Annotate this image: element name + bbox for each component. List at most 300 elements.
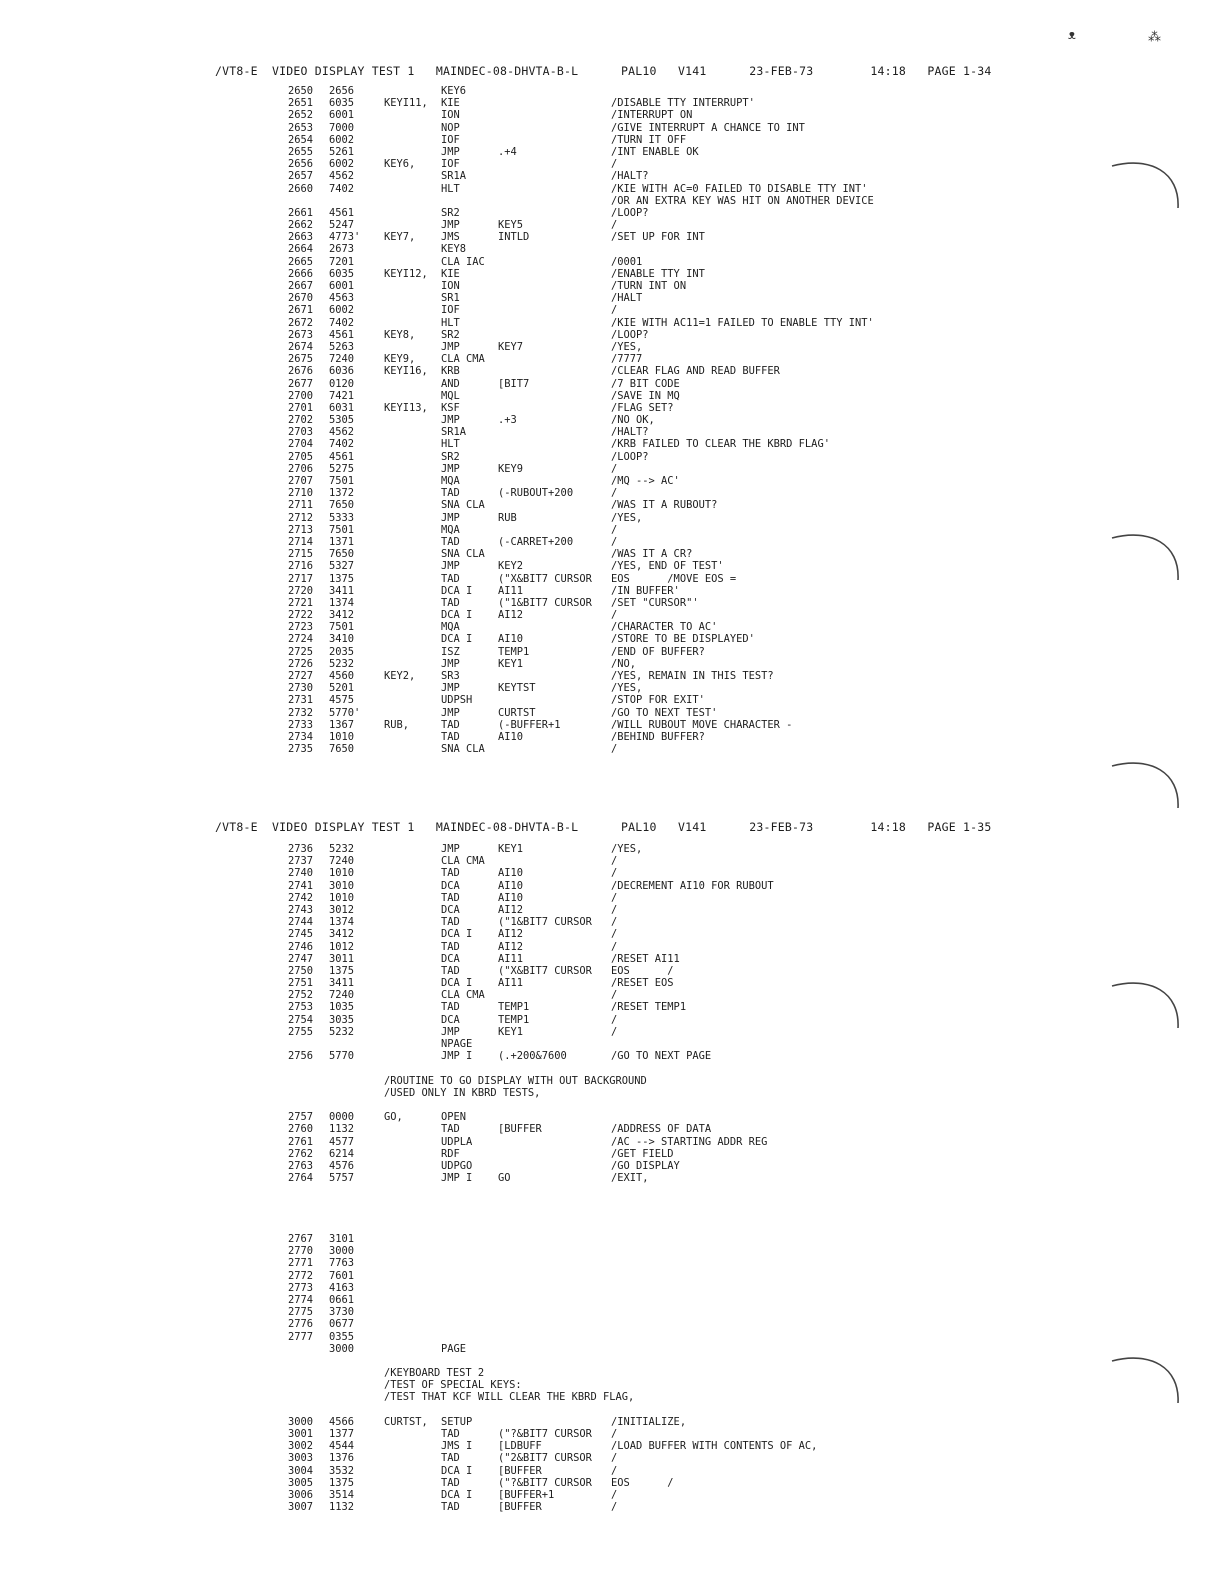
comment-block-line: /ROUTINE TO GO DISPLAY WITH OUT BACKGROUND: [384, 1074, 647, 1087]
opcode: KIE: [441, 267, 460, 280]
opcode: TAD: [441, 1123, 460, 1136]
opcode: KEY6: [441, 85, 467, 97]
octal-code: 6001: [329, 280, 355, 292]
opcode: SR1: [441, 292, 460, 305]
listing-line: [0, 1367, 1224, 1379]
comment: /BEHIND BUFFER?: [611, 730, 705, 743]
address: 2735: [288, 743, 314, 756]
listing-line: [0, 1209, 1224, 1221]
octal-code: 7501: [329, 621, 355, 634]
operand: RUB: [498, 511, 517, 524]
octal-code: 3011: [329, 952, 355, 965]
listing-line: [0, 1087, 1224, 1099]
comment: /KIE WITH AC11=1 FAILED TO ENABLE TTY INT': [611, 316, 874, 329]
octal-code: 1010: [329, 730, 355, 743]
listing-line: [0, 451, 1224, 463]
operand: KEYTST: [498, 682, 536, 695]
comment: /: [611, 1501, 618, 1514]
opcode: JMP: [441, 706, 460, 719]
octal-code: 3514: [329, 1488, 355, 1501]
comment: /INT ENABLE OK: [611, 145, 699, 158]
opcode: SR2: [441, 450, 460, 463]
address: 2737: [288, 855, 314, 868]
opcode: JMP: [441, 511, 460, 524]
octal-code: 7601: [329, 1269, 355, 1282]
comment-block-line: /USED ONLY IN KBRD TESTS,: [384, 1086, 541, 1099]
listing-line: [0, 977, 1224, 989]
address: 2723: [288, 621, 314, 634]
listing-line: [0, 1196, 1224, 1208]
listing-line: [0, 243, 1224, 255]
opcode: SR2: [441, 206, 460, 219]
opcode: JMP: [441, 145, 460, 158]
octal-code: 1367: [329, 718, 355, 731]
opcode: MQA: [441, 523, 460, 536]
address: 2727: [288, 670, 314, 682]
listing-line: [0, 694, 1224, 706]
octal-code: 7763: [329, 1257, 355, 1270]
listing-line: [0, 122, 1224, 134]
address: 2652: [288, 109, 314, 122]
opcode: SR1A: [441, 426, 467, 439]
address: 2732: [288, 706, 314, 719]
opcode: SETUP: [441, 1415, 473, 1428]
listing-line: [0, 1136, 1224, 1148]
address: 2736: [288, 843, 314, 855]
operand: ("?&BIT7 CURSOR: [498, 1476, 592, 1489]
opcode: DCA I: [441, 1488, 473, 1501]
comment: /ENABLE TTY INT: [611, 267, 705, 280]
listing-line: [0, 880, 1224, 892]
octal-code: 3412: [329, 928, 355, 941]
address: 2675: [288, 353, 314, 366]
listing-line: [0, 916, 1224, 928]
octal-code: 1372: [329, 487, 355, 500]
label: KEY7,: [384, 231, 416, 244]
address: 2706: [288, 462, 314, 475]
comment-block-line: /KEYBOARD TEST 2: [384, 1367, 485, 1380]
listing-line: [0, 1148, 1224, 1160]
address: 3002: [288, 1440, 314, 1453]
comment: EOS /: [611, 964, 674, 977]
listing-line: [0, 1404, 1224, 1416]
listing-line: [0, 743, 1224, 755]
operand: AI10: [498, 633, 524, 646]
listing-line: [0, 1331, 1224, 1343]
listing-line: [0, 548, 1224, 560]
listing-line: [0, 524, 1224, 536]
octal-code: 5305: [329, 414, 355, 427]
listing-line: [0, 731, 1224, 743]
opcode: TAD: [441, 1428, 460, 1440]
octal-code: 6002: [329, 158, 355, 171]
octal-code: 1012: [329, 940, 355, 953]
listing-line: [0, 85, 1224, 97]
address: 2767: [288, 1233, 314, 1245]
operand: [BUFFER+1: [498, 1488, 555, 1501]
operand: AI12: [498, 609, 524, 622]
octal-code: 5770: [329, 1050, 355, 1063]
operand: [LDBUFF: [498, 1440, 542, 1453]
octal-code: 3101: [329, 1233, 355, 1245]
listing-line: [0, 585, 1224, 597]
octal-code: 6031: [329, 401, 355, 414]
label: GO,: [384, 1111, 403, 1124]
address: 2672: [288, 316, 314, 329]
opcode: TAD: [441, 1476, 460, 1489]
octal-code: 7240: [329, 855, 355, 868]
opcode: JMP: [441, 843, 460, 855]
octal-code: 6214: [329, 1147, 355, 1160]
opcode: PAGE: [441, 1342, 467, 1355]
listing-line: [0, 597, 1224, 609]
address: 2707: [288, 475, 314, 487]
comment: /CHARACTER TO AC': [611, 621, 718, 634]
address: 2733: [288, 718, 314, 731]
operand: ("1&BIT7 CURSOR: [498, 596, 592, 609]
comment: /LOOP?: [611, 450, 649, 463]
opcode: TAD: [441, 867, 460, 880]
octal-code: 4561: [329, 450, 355, 463]
comment: /RESET EOS: [611, 977, 674, 990]
operand: (-BUFFER+1: [498, 718, 561, 731]
listing-line: [0, 292, 1224, 304]
listing-line: [0, 928, 1224, 940]
opcode: KEY8: [441, 243, 467, 256]
address: 2665: [288, 255, 314, 268]
operand: [BUFFER: [498, 1464, 542, 1477]
operand: AI11: [498, 977, 524, 990]
opcode: OPEN: [441, 1111, 467, 1124]
listing-line: [0, 1465, 1224, 1477]
comment: /HALT: [611, 292, 643, 305]
listing-line: [0, 1184, 1224, 1196]
octal-code: 4563: [329, 292, 355, 305]
octal-code: 7421: [329, 389, 355, 402]
listing-line: [0, 1306, 1224, 1318]
listing-line: [0, 670, 1224, 682]
octal-code: 6035: [329, 267, 355, 280]
opcode: JMP I: [441, 1050, 473, 1063]
listing-line: [0, 1355, 1224, 1367]
operand: KEY1: [498, 843, 524, 855]
comment-block-line: /TEST THAT KCF WILL CLEAR THE KBRD FLAG,: [384, 1391, 635, 1404]
octal-code: 4544: [329, 1440, 355, 1453]
octal-code: 3730: [329, 1306, 355, 1319]
listing-line: [0, 438, 1224, 450]
listing-line: [0, 855, 1224, 867]
octal-code: 5275: [329, 462, 355, 475]
operand: KEY1: [498, 657, 524, 670]
listing-line: [0, 146, 1224, 158]
opcode: TAD: [441, 718, 460, 731]
comment: /: [611, 989, 618, 1002]
comment: /: [611, 743, 618, 756]
listing-line: [0, 965, 1224, 977]
opcode: CLA CMA: [441, 353, 485, 366]
opcode: KIE: [441, 97, 460, 110]
operand: KEY1: [498, 1025, 524, 1038]
listing-line: [0, 1001, 1224, 1013]
listing-line: [0, 378, 1224, 390]
opcode: SNA CLA: [441, 499, 485, 512]
address: 2724: [288, 633, 314, 646]
address: 2763: [288, 1159, 314, 1172]
operand: TEMP1: [498, 645, 530, 658]
address: 2655: [288, 145, 314, 158]
address: 2666: [288, 267, 314, 280]
listing-line: [0, 390, 1224, 402]
address: 2746: [288, 940, 314, 953]
operand: KEY5: [498, 219, 524, 232]
opcode: DCA: [441, 1013, 460, 1026]
address: 3007: [288, 1501, 314, 1514]
label: KEYI16,: [384, 365, 428, 378]
comment: /INITIALIZE,: [611, 1415, 687, 1428]
opcode: KSF: [441, 401, 460, 414]
listing-line: [0, 892, 1224, 904]
octal-code: 6035: [329, 97, 355, 110]
address: 2725: [288, 645, 314, 658]
opcode: JMP: [441, 219, 460, 232]
octal-code: 0661: [329, 1293, 355, 1306]
address: 2676: [288, 365, 314, 378]
address: 2770: [288, 1245, 314, 1258]
comment: /NO,: [611, 657, 637, 670]
label: CURTST,: [384, 1415, 428, 1428]
address: 2761: [288, 1135, 314, 1148]
address: 3003: [288, 1452, 314, 1465]
address: 2667: [288, 280, 314, 292]
opcode: DCA: [441, 903, 460, 916]
comment: /ADDRESS OF DATA: [611, 1123, 712, 1136]
stray-mark-2: ⁂: [1148, 30, 1161, 45]
address: 2755: [288, 1025, 314, 1038]
operand: [BUFFER: [498, 1123, 542, 1136]
listing-line: [0, 1099, 1224, 1111]
operand: AI10: [498, 891, 524, 904]
comment: /KIE WITH AC=0 FAILED TO DISABLE TTY INT': [611, 182, 868, 195]
octal-code: 5770': [329, 706, 361, 719]
listing-line: [0, 195, 1224, 207]
listing-line: [0, 1221, 1224, 1233]
opcode: JMP: [441, 657, 460, 670]
listing-line: [0, 1318, 1224, 1330]
listing-line: [0, 170, 1224, 182]
address: 2710: [288, 487, 314, 500]
opcode: DCA I: [441, 633, 473, 646]
opcode: TAD: [441, 1452, 460, 1465]
octal-code: 4577: [329, 1135, 355, 1148]
listing-line: [0, 1111, 1224, 1123]
opcode: DCA I: [441, 977, 473, 990]
opcode: TAD: [441, 730, 460, 743]
octal-code: 4562: [329, 426, 355, 439]
operand: ("?&BIT7 CURSOR: [498, 1428, 592, 1440]
address: 2771: [288, 1257, 314, 1270]
listing-line: [0, 1026, 1224, 1038]
listing-line: [0, 1489, 1224, 1501]
opcode: DCA I: [441, 584, 473, 597]
address: 2673: [288, 328, 314, 341]
listing-line: [0, 256, 1224, 268]
listing-line: [0, 904, 1224, 916]
comment: /: [611, 487, 618, 500]
address: 2663: [288, 231, 314, 244]
opcode: TAD: [441, 596, 460, 609]
address: 2752: [288, 989, 314, 1002]
comment: /: [611, 855, 618, 868]
listing-line: [0, 414, 1224, 426]
comment: /STORE TO BE DISPLAYED': [611, 633, 755, 646]
octal-code: 5201: [329, 682, 355, 695]
address: 2657: [288, 170, 314, 183]
octal-code: 5333: [329, 511, 355, 524]
address: 2760: [288, 1123, 314, 1136]
comment: /GO TO NEXT PAGE: [611, 1050, 712, 1063]
label: KEYI13,: [384, 401, 428, 414]
comment: /END OF BUFFER?: [611, 645, 705, 658]
comment: /SET UP FOR INT: [611, 231, 705, 244]
address: 2762: [288, 1147, 314, 1160]
listing-line: [0, 1123, 1224, 1135]
comment: /: [611, 916, 618, 929]
comment: /INTERRUPT ON: [611, 109, 693, 122]
operand: [BIT7: [498, 377, 530, 390]
listing-line: [0, 1050, 1224, 1062]
octal-code: 3411: [329, 977, 355, 990]
comment: /EXIT,: [611, 1172, 649, 1185]
address: 2764: [288, 1172, 314, 1185]
address: 2756: [288, 1050, 314, 1063]
comment: /GO DISPLAY: [611, 1159, 680, 1172]
listing-line: [0, 633, 1224, 645]
address: 2712: [288, 511, 314, 524]
listing-line: [0, 621, 1224, 633]
comment: /7 BIT CODE: [611, 377, 680, 390]
opcode: JMP: [441, 560, 460, 573]
opcode: UDPSH: [441, 694, 473, 707]
operand: CURTST: [498, 706, 536, 719]
address: 3006: [288, 1488, 314, 1501]
listing-line: [0, 207, 1224, 219]
comment: /HALT?: [611, 170, 649, 183]
operand: ("X&BIT7 CURSOR: [498, 572, 592, 585]
listing-line: [0, 1428, 1224, 1440]
listing-line: [0, 707, 1224, 719]
opcode: TAD: [441, 916, 460, 929]
operand: KEY7: [498, 340, 524, 353]
listing-line: [0, 1440, 1224, 1452]
opcode: JMS: [441, 231, 460, 244]
octal-code: 1375: [329, 964, 355, 977]
operand: AI12: [498, 940, 524, 953]
octal-code: 6001: [329, 109, 355, 122]
listing-line: [0, 317, 1224, 329]
address: 2715: [288, 548, 314, 561]
comment: /0001: [611, 255, 643, 268]
comment: /DISABLE TTY INTERRUPT': [611, 97, 755, 110]
opcode: HLT: [441, 316, 460, 329]
listing-line: [0, 329, 1224, 341]
listing-line: [0, 560, 1224, 572]
label: KEY8,: [384, 328, 416, 341]
comment: /: [611, 1488, 618, 1501]
listing-line: [0, 1294, 1224, 1306]
address: 2651: [288, 97, 314, 110]
octal-code: 6036: [329, 365, 355, 378]
listing-line: [0, 365, 1224, 377]
comment: /: [611, 535, 618, 548]
octal-code: 5232: [329, 1025, 355, 1038]
operand: KEY9: [498, 462, 524, 475]
address: 2747: [288, 952, 314, 965]
address: 2702: [288, 414, 314, 427]
listing-line: [0, 1416, 1224, 1428]
opcode: SR2: [441, 328, 460, 341]
comment: /: [611, 1464, 618, 1477]
octal-code: 2035: [329, 645, 355, 658]
comment: /WAS IT A RUBOUT?: [611, 499, 718, 512]
label: KEYI11,: [384, 97, 428, 110]
octal-code: 4566: [329, 1415, 355, 1428]
octal-code: 4773': [329, 231, 361, 244]
comment: /YES,: [611, 511, 643, 524]
opcode: TAD: [441, 572, 460, 585]
octal-code: 4576: [329, 1159, 355, 1172]
listing-line: [0, 353, 1224, 365]
listing-line: [0, 1282, 1224, 1294]
operand: AI10: [498, 730, 524, 743]
octal-code: 4561: [329, 328, 355, 341]
listing-line: [0, 867, 1224, 879]
octal-code: 7402: [329, 316, 355, 329]
address: 2703: [288, 426, 314, 439]
operand: AI12: [498, 903, 524, 916]
octal-code: 7501: [329, 523, 355, 536]
octal-code: 3410: [329, 633, 355, 646]
octal-code: 1375: [329, 572, 355, 585]
octal-code: 7650: [329, 548, 355, 561]
opcode: SR3: [441, 670, 460, 682]
octal-code: 1010: [329, 891, 355, 904]
comment: /LOOP?: [611, 206, 649, 219]
address: 2754: [288, 1013, 314, 1026]
address: 2772: [288, 1269, 314, 1282]
opcode: JMS I: [441, 1440, 473, 1453]
address: 2705: [288, 450, 314, 463]
comment: /GET FIELD: [611, 1147, 674, 1160]
opcode: JMP: [441, 682, 460, 695]
comment: /RESET TEMP1: [611, 1001, 687, 1014]
opcode: JMP: [441, 340, 460, 353]
address: 2776: [288, 1318, 314, 1331]
opcode: UDPLA: [441, 1135, 473, 1148]
listing-line: [0, 499, 1224, 511]
operand: (.+200&7600: [498, 1050, 567, 1063]
opcode: DCA I: [441, 928, 473, 941]
octal-code: 1374: [329, 916, 355, 929]
listing-line: [0, 1075, 1224, 1087]
comment: /: [611, 867, 618, 880]
opcode: SR1A: [441, 170, 467, 183]
listing-line: [0, 658, 1224, 670]
opcode: UDPGO: [441, 1159, 473, 1172]
opcode: CLA CMA: [441, 989, 485, 1002]
octal-code: 5263: [329, 340, 355, 353]
comment: /DECREMENT AI10 FOR RUBOUT: [611, 879, 774, 892]
listing-header-page-1-34: /VT8-E VIDEO DISPLAY TEST 1 MAINDEC-08-DHVTA-B-L PAL10 V141 23-FEB-73 14:18 PAGE 1-34: [215, 64, 992, 78]
